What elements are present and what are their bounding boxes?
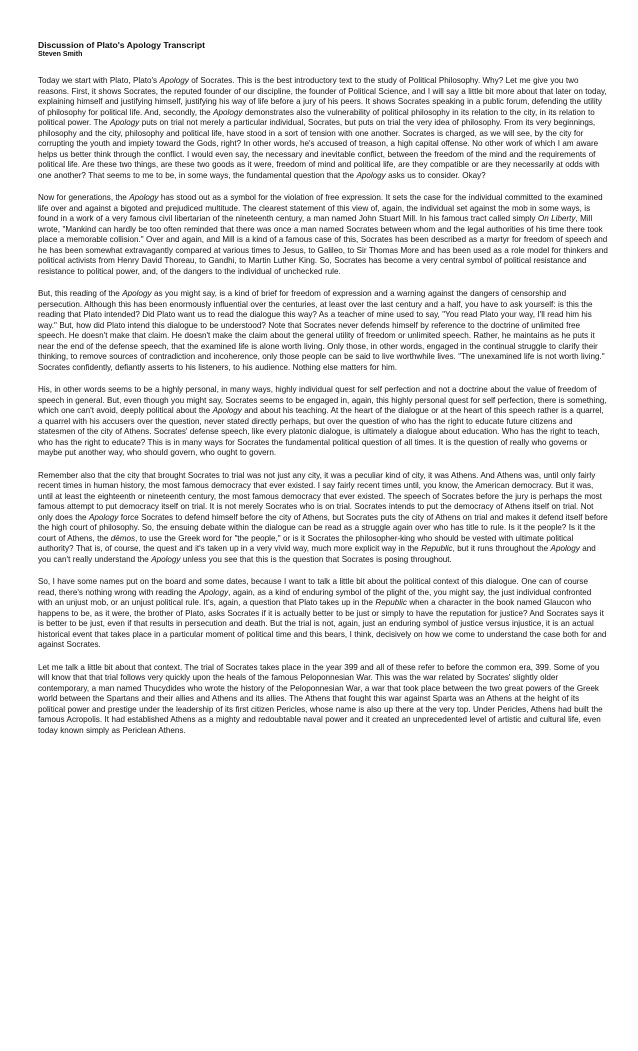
paragraph-text: Today we start with Plato, Plato's xyxy=(38,76,160,85)
italic-title-text: Apology xyxy=(212,406,242,415)
paragraph-text: , but it runs throughout the xyxy=(452,544,551,553)
paragraph-text: , Mill wrote, "Mankind can hardly be too often reminded that there was once a man named Socrates between whom and the legal authorities of his time there took place a memorable collision." Over and again, and Mill is a kind of a famous case of this, Socrates has been described as a martyr for freedom of speech and he has been somewhat extravagantly compared at various times to Jesus, to Galileo, to Sir Thomas More and has been used as a role model for thinkers and political activists from Henry David Thoreau, to Gandhi, to Martin Luther King. So, Socrates has become a very central symbol of political resistance and resistance to political power, and, of the dangers to the individual of unchecked rule. xyxy=(38,214,608,276)
italic-title-text: Apology xyxy=(89,512,119,522)
paragraph-text: Now for generations, the xyxy=(38,193,130,202)
paragraph-text: asks us to consider. Okay? xyxy=(385,170,486,180)
paragraph-3 xyxy=(38,289,608,373)
paragraph-text: and you can't really understand the xyxy=(38,544,596,564)
italic-title-text: Apology xyxy=(151,554,181,564)
paragraph-text: of Socrates. This is the best introductory text to the study of Political Philosophy. Why? Let me give you two reasons. First, it shows Socrates, the reputed founder of our discipline, the founder of Political Science, and I will say a little bit more about that later on today, explaining himself and justifying himself, justifying his way of life before a jury of his peers. It shows Socrates speaking in a public forum, defending the utility of philosophy for political life. And, secondly, the xyxy=(38,76,607,117)
italic-title-text: Republic xyxy=(375,598,407,607)
paragraph-text: Let me talk a little bit about that context. The trial of Socrates takes place in the year 399 and all of these refer to before the common era, 399. Some of you will know that that trial follows very quickly upon the heals of the famous Peloponnesian War. This was the war related by Socrates' slightly older contemporary, a man named Thucydides who wrote the history of the Peloponnesian War, a war that took place between the two great powers of the Greek world between the Spartans and their allies and Athens and its allies. The Athens that fought this war against Sparta was an Athens at the height of its political power and prestige under the leadership of its first citizen Pericles, whose name is also up there at the very top. Under Pericles, Athens had built the famous Acropolis. It had established Athens as a mighty and redoubtable naval power and it created an unprecedented level of artistic and cultural life, even today known simply as Periclean Athens. xyxy=(38,662,603,735)
paragraph-text: Remember also that the city that brought Socrates to trial was not just any city, it was a peculiar kind of city, it was Athens. And Athens was, until only fairly recent times in human history, the most famous democracy that ever existed. I say fairly recent times until, you know, the American democracy. But it was, until at least the eighteenth or nineteenth century, the most famous democracy that ever existed. The speech of Socrates before the jury is perhaps the most famous attempt to put democracy itself on trial. It is not merely Socrates who is on trial. Socrates intends to put the democracy of Athens itself on trial. Not only does the xyxy=(38,470,602,522)
paragraph-text: when a character in the book named Glaucon who happens to be, as it were, the brother of Plato, asks Socrates if it is actually better to be just or simply to have the reputation for justice? And Socrates says it is better to be just, even if that results in persecution and death. But the trial is not, again, just an enduring symbol of justice versus injustice, it is an actual historical event that takes place in a particular moment of political time and this bears, I think, decisively on how we come to understand the case both for and against Socrates. xyxy=(38,598,607,649)
paragraph-2 xyxy=(38,193,608,277)
document-author: Steven Smith xyxy=(38,51,83,58)
paragraph-text: force Socrates to defend himself before the city of Athens, but Socrates puts the city of Athens on trial and makes it defend itself before the high court of philosophy. So, the ensuing debate within the dialogue can be read as a struggle again over who has title to rule. Is it the people? Is it the court of Athens, the xyxy=(38,512,608,543)
paragraph-text: as you might say, is a kind of brief for freedom of expression and a warning against the dangers of censorship and persecution. Although this has been enormously influential over the centuries, at least over the last century and a half, you have to ask yourself: is this the reading that Plato intended? Did Plato want us to read the dialogue this way? As a teacher of mine used to say, "You read Plato your way, I'll read him his way." But, how did Plato intend this dialogue to be understood? Note that Socrates never defends himself by reference to the doctrine of unlimited free speech. He doesn't make that claim. He doesn't make the claim about the general utility of freedom or unlimited speech. Rather, he maintains as he puts it near the end of the defense speech, that the examined life is alone worth living. Only those, in other words, engaged in the continual struggle to clarify their thinking, to remove sources of contradiction and incoherence, only those people can be said to live worthwhile lives. "The unexamined life is not worth living." Socrates confidently, defiantly asserts to his listeners, to his audience. Nothing else matters for him. xyxy=(38,289,605,372)
paragraph-1 xyxy=(38,76,608,181)
paragraph-5 xyxy=(38,471,608,566)
paragraph-6 xyxy=(38,577,608,651)
italic-title-text: Apology xyxy=(159,76,189,85)
italic-title-text: Apology xyxy=(213,107,243,117)
italic-title-text: Republic xyxy=(421,544,453,553)
italic-title-text: Apology xyxy=(550,544,580,553)
italic-title-text: Apology xyxy=(122,289,152,298)
paragraph-text: and about his teaching. At the heart of the dialogue or at the heart of this speech rather is a quarrel, a quarrel with his accusers over the question, never stated directly perhaps, but over the question of who has the right to educate future citizens and statesmen of the city of Athens. Socrates' defense speech, like every platonic dialogue, is ultimately a dialogue about education. Who has the right to teach, who has the right to educate? This is in many ways for Socrates the fundamental political question of all times. It is the question of really who governs or maybe put another way, who should govern, who ought to govern. xyxy=(38,406,604,457)
paragraph-text: His, in other words seems to be a highly personal, in many ways, highly individual quest for self perfection and not a doctrine about the value of freedom of speech in general. But, even though you might say, Socrates seems to be engaged in, again, this highly personal quest for self perfection, there is something, which one can't avoid, deeply political about the xyxy=(38,385,607,415)
paragraph-text: But, this reading of the xyxy=(38,289,123,298)
italic-title-text: Apology xyxy=(198,587,229,597)
italic-title-text: Apology xyxy=(356,170,386,180)
paragraph-text: , to use the Greek word for "the people," or is it Socrates the philosopher-king who should be vested with ultimate political authority? That is, of course, the quest and it's taken up in a very vivid way, much more explicit way in the xyxy=(38,533,574,553)
paragraph-text: has stood out as a symbol for the violation of free expression. It sets the case for the individual committed to the examined life over and against a bigoted and prejudiced multitude. The clearest statement of this view of, again, the individual set against the mob in some ways, is found in a work of a very famous civil libertarian of the nineteenth century, a man named John Stuart Mill. In his famous tract called simply xyxy=(38,193,603,223)
paragraph-text: unless you see that this is the question that Socrates is posing throughout. xyxy=(180,554,452,564)
italic-title-text: dēmos xyxy=(110,533,136,543)
document-title: Discussion of Plato's Apology Transcript xyxy=(38,40,205,50)
italic-title-text: On Liberty xyxy=(537,214,576,223)
paragraph-4 xyxy=(38,385,608,459)
italic-title-text: Apology xyxy=(129,193,159,202)
paragraph-7 xyxy=(38,663,608,737)
italic-title-text: Apology xyxy=(110,118,140,127)
paragraph-text: So, I have some names put on the board and some dates, because I want to talk a little bit about the political context of this dialogue. One can of course read, there's nothing wrong with reading the xyxy=(38,577,588,597)
paragraph-text: demonstrates also the vulnerability of political philosophy in its relation to the city, in its relation to political power. The xyxy=(38,107,595,127)
paragraph-text: puts on trial not merely a particular individual, Socrates, but puts on trial the very idea of philosophy. From its very beginnings, philosophy and the city, philosophy and political life, have stood in a sort of tension with one another. Socrates is charged, as we will see, by the city for corrupting the youth and impiety toward the Gods, right? In other words, he's accused of treason, a high capital offense. No other work of which I am aware helps us better think through the conflict. I would even say, the necessary and inevitable conflict, between the freedom of the mind and the requirements of political life. Are these two things, are these two goods as it were, freedom of mind and political life, are they compatible or are they necessarily at odds with one another? That seems to me to be, in some ways, the fundamental question that the xyxy=(38,118,600,180)
paragraph-text: , again, as a kind of enduring symbol of the plight of the, you might say, the just individual confronted with an unjust mob, or an unjust political rule. It's, again, a question that Plato takes up in the xyxy=(38,587,592,607)
